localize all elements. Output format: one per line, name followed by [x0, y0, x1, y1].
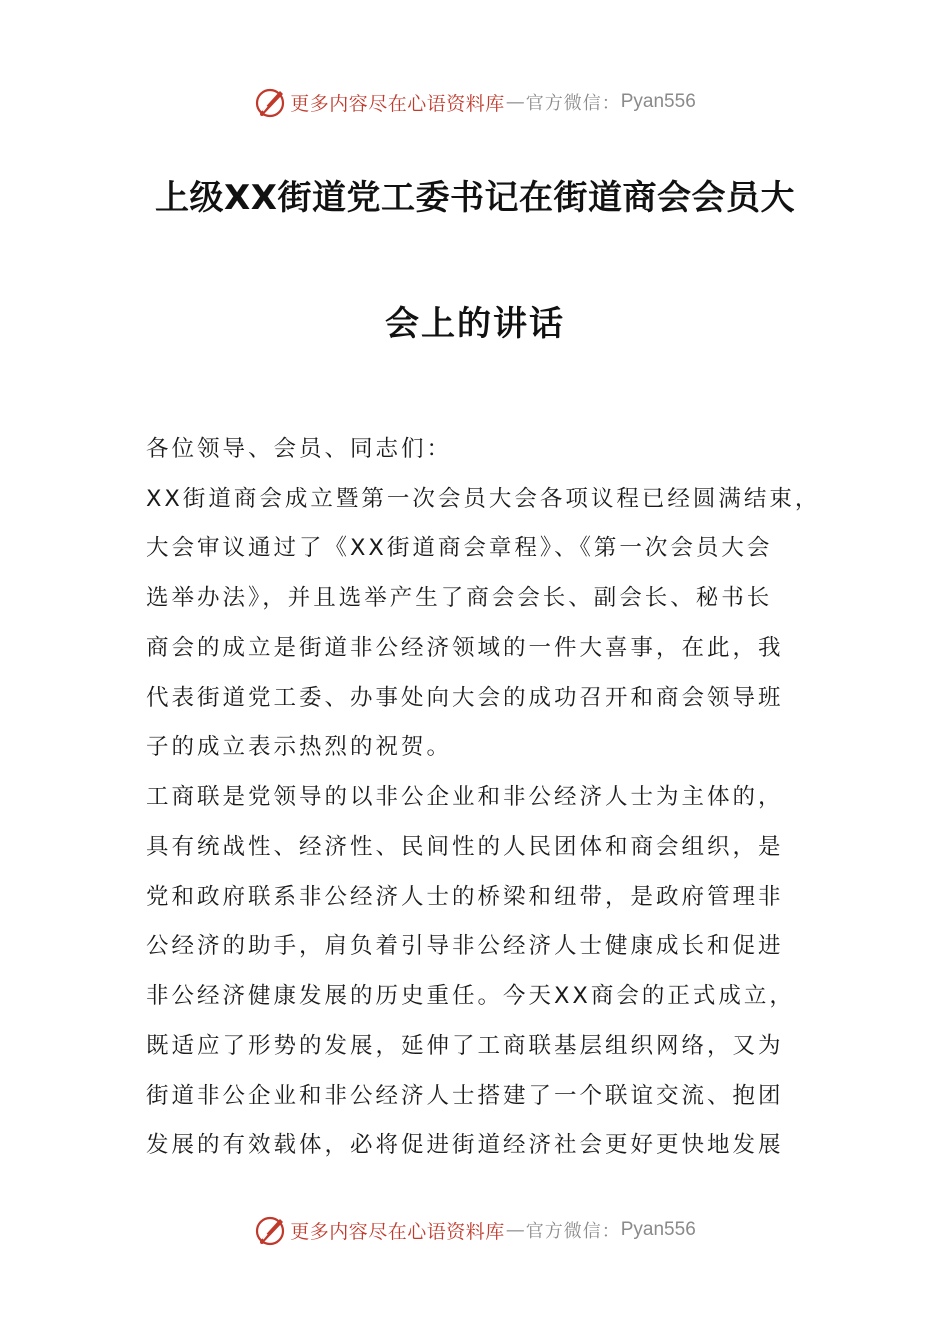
watermark-dash: —: [505, 1219, 525, 1241]
watermark-main-text: 更多内容尽在心语资料库: [290, 1220, 505, 1243]
body-line: 街道非公企业和非公经济人士搭建了一个联谊交流、抱团: [146, 1083, 784, 1109]
document-title-line-1: 上级XX街道党工委书记在街道商会会员大: [155, 178, 795, 218]
watermark-wechat-id: Pyan556: [620, 1219, 696, 1240]
body-line: 各位领导、会员、同志们：: [146, 436, 453, 462]
body-line: XX街道商会成立暨第一次会员大会各项议程已经圆满结束，: [146, 486, 821, 512]
body-line: 工商联是党领导的以非公企业和非公经济人士为主体的，: [146, 784, 784, 810]
body-line: 发展的有效载体，必将促进街道经济社会更好更快地发展: [146, 1132, 784, 1158]
body-line: 代表街道党工委、办事处向大会的成功召开和商会领导班: [146, 685, 784, 711]
quill-logo-icon: [254, 85, 288, 119]
watermark-label: 官方微信：: [525, 1221, 621, 1242]
body-line: 党和政府联系非公经济人士的桥梁和纽带，是政府管理非: [146, 884, 784, 910]
body-line: 公经济的助手，肩负着引导非公经济人士健康成长和促进: [146, 933, 784, 959]
body-line: 具有统战性、经济性、民间性的人民团体和商会组织，是: [146, 834, 784, 860]
header-watermark: [0, 80, 950, 124]
footer-watermark: [0, 1208, 950, 1252]
watermark-label: 官方微信：: [525, 93, 621, 114]
body-line: 既适应了形势的发展，延伸了工商联基层组织网络，又为: [146, 1033, 784, 1059]
body-line: 商会的成立是街道非公经济领域的一件大喜事，在此，我: [146, 635, 784, 661]
quill-logo-icon: [254, 1213, 288, 1247]
document-title-line-2: 会上的讲话: [385, 304, 565, 344]
body-line: 非公经济健康发展的历史重任。今天XX商会的正式成立，: [146, 983, 795, 1009]
watermark-main-text: 更多内容尽在心语资料库: [290, 92, 505, 115]
body-line: 大会审议通过了《XX街道商会章程》、《第一次会员大会: [146, 535, 773, 561]
body-line: 子的成立表示热烈的祝贺。: [146, 734, 453, 760]
watermark-dash: —: [505, 91, 525, 113]
watermark-wechat-id: Pyan556: [620, 91, 696, 112]
body-line: 选举办法》，并且选举产生了商会会长、副会长、秘书长: [146, 585, 773, 611]
